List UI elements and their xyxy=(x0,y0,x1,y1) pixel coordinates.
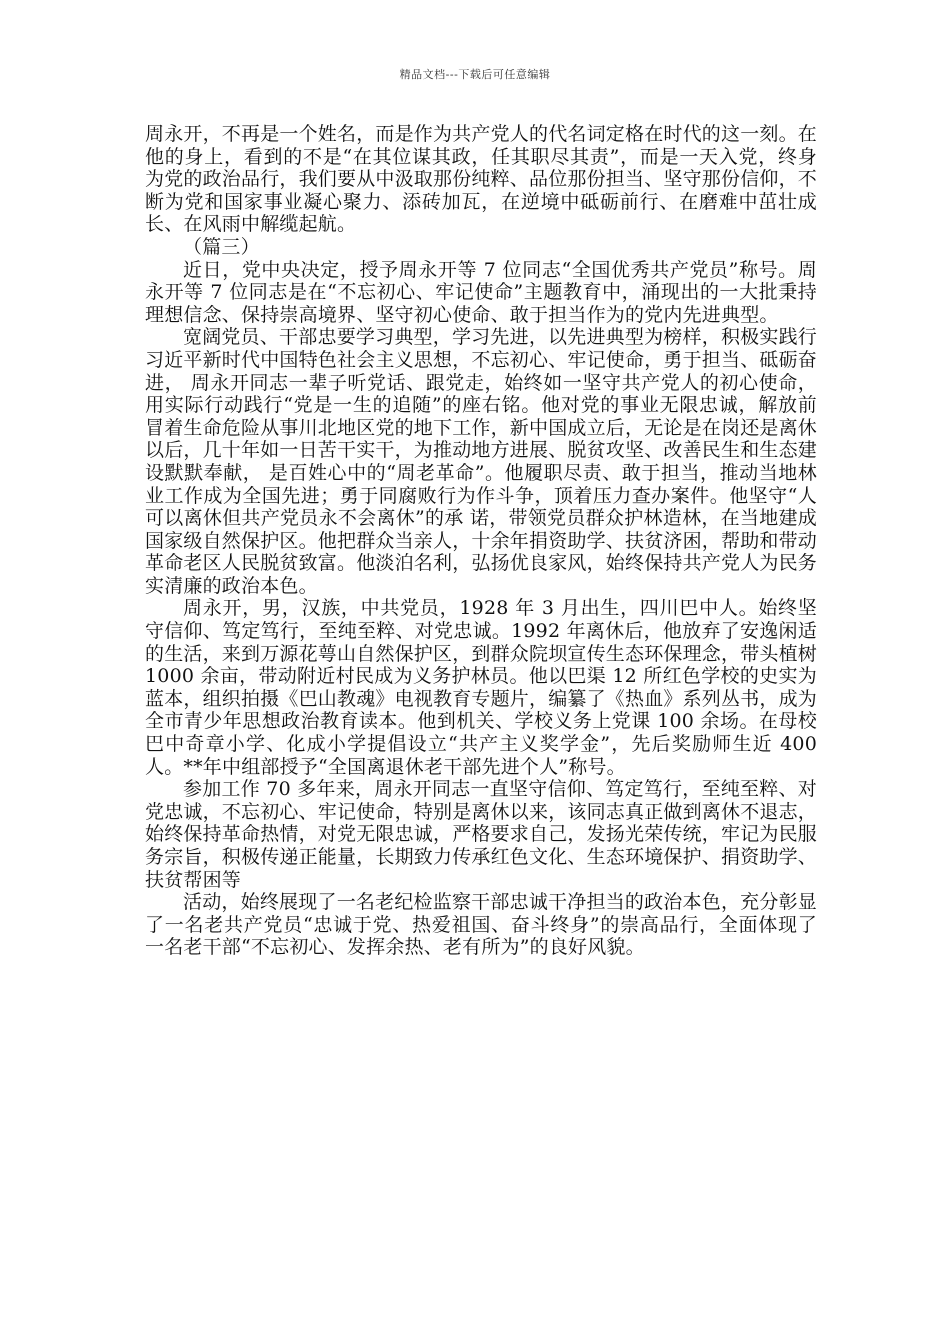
section-heading-part-three: （篇三） xyxy=(183,235,260,258)
document-body xyxy=(145,123,817,959)
paragraph-announcement: 近日，党中央决定，授予周永开等 7 位同志“全国优秀共产党员”称号。周永开等 7 位同志是在“不忘初心、牢记使命”主题教育中，涌现出的一大批秉持理想信念、保持崇高境界、坚守初心使命、敢于担当作为的党内先进典型。 xyxy=(145,258,817,326)
paragraph-conclusion: 活动，始终展现了一名老纪检监察干部忠诚干净担当的政治本色，充分彰显了一名老共产党员“忠诚于党、热爱祖国、奋斗终身”的崇高品行，全面体现了一名老干部“不忘初心、发挥余热、老有所为”的良好风貌。 xyxy=(145,891,817,959)
paragraph-learning-example: 宽阔党员、干部忠要学习典型，学习先进，以先进典型为榜样，积极实践行习近平新时代中国特色社会主义思想，不忘初心、牢记使命，勇于担当、砥砺奋进， 周永开同志一辈子听党话、跟党走，始终如一坚守共产党人的初心使命，用实际行动践行“党是一生的追随”的座右铭。他对党的事业无限忠诚，解放前冒着生命危险从事川北地区党的地下工作，新中国成立后，无论是在岗还是离休以后，几十年如一日苦干实干，为推动地方进展、脱贫攻坚、改善民生和生态建设默默奉献， 是百姓心中的“周老革命”。他履职尽责、敢于担当，推动当地林业工作成为全国先进；勇于同腐败行为作斗争，顶着压力查办案件。他坚守“人可以离休但共产党员永不会离休”的承 诺，带领党员群众护林造林，在当地建成国家级自然保护区。他把群众当亲人，十余年捐资助学、扶贫济困，帮助和带动革命老区人民脱贫致富。他淡泊名利，弘扬优良家风，始终保持共产党人为民务实清廉的政治本色。 xyxy=(145,326,818,597)
page-header: 精品文档---下载后可任意编辑 xyxy=(399,68,551,81)
paragraph-biography: 周永开，男，汉族，中共党员，1928 年 3 月出生，四川巴中人。始终坚守信仰、笃定笃行，至纯至粹、对党忠诚。1992 年离休后，他放弃了安逸闲适的生活，来到万源花萼山自然保护区，到群众院坝宣传生态环保理念，带头植树 1000 余亩，带动附近村民成为义务护林员。他以巴渠 12 所红色学校的史实为蓝本，组织拍摄《巴山教魂》电视教育专题片，编纂了《热血》系列丛书，成为全市青少年思想政治教育读本。他到机关、学校义务上党课 100 余场。在母校巴中奇章小学、化成小学提倡设立“共产主义奖学金”，先后奖励师生近 400 人。**年中组部授予“全国离退休老干部先进个人”称号。 xyxy=(145,597,818,778)
paragraph-service-record: 参加工作 70 多年来，周永开同志一直坚守信仰、笃定笃行，至纯至粹、对党忠诚，不忘初心、牢记使命，特别是离休以来，该同志真正做到离休不退志，始终保持革命热情，对党无限忠诚，严格要求自己，发扬光荣传统，牢记为民服务宗旨，积极传递正能量，长期致力传承红色文化、生态环境保护、捐资助学、扶贫帮困等 xyxy=(145,778,818,891)
paragraph-intro-continuation: 周永开，不再是一个姓名，而是作为共产党人的代名词定格在时代的这一刻。在他的身上，看到的不是“在其位谋其政，任其职尽其责”，而是一天入党，终身为党的政治品行，我们要从中汲取那份纯粹、品位那份担当、坚守那份信仰，不断为党和国家事业凝心聚力、添砖加瓦，在逆境中砥砺前行、在磨难中茁壮成长、在风雨中解缆起航。 xyxy=(145,123,818,236)
